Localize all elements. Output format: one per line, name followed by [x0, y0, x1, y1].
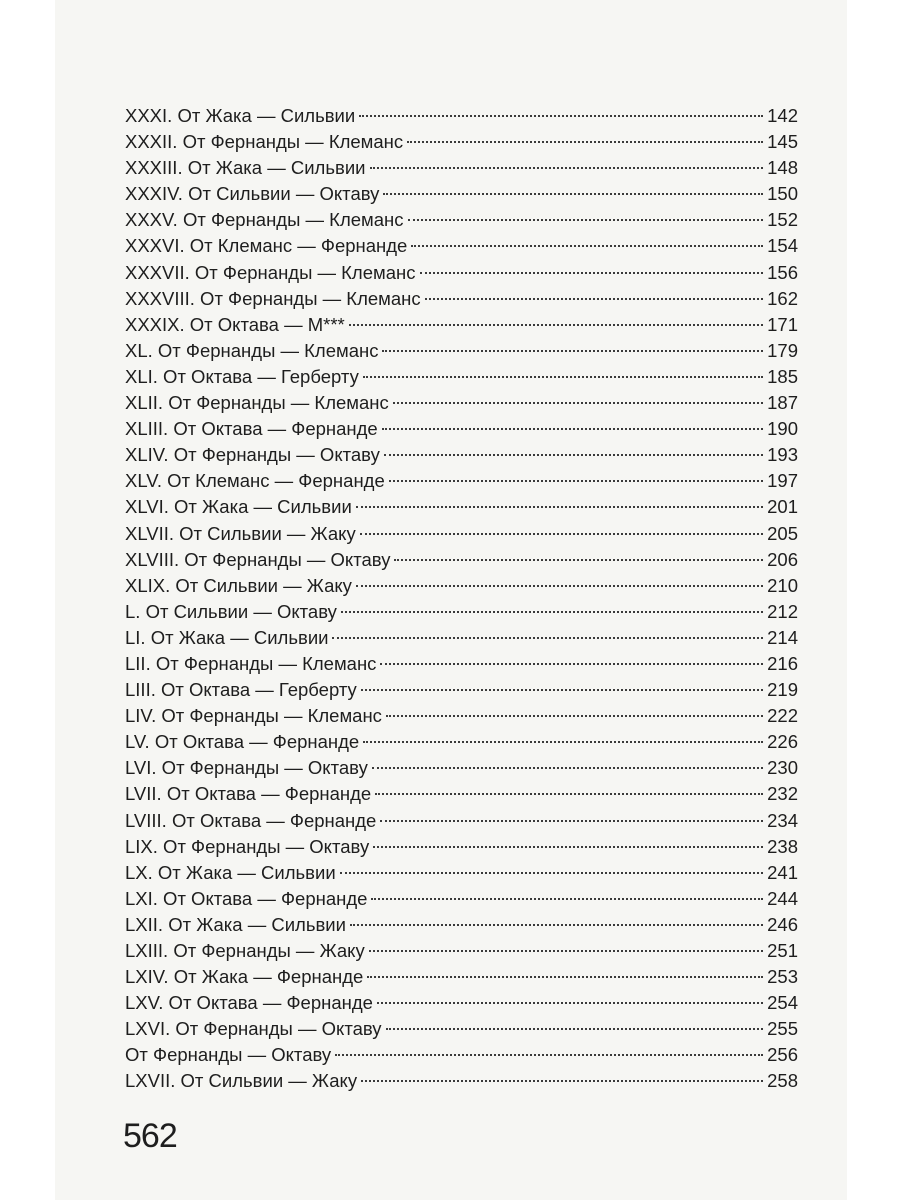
toc-entry-title: XLV. От Клеманс — Фернанде: [125, 470, 385, 492]
toc-entry: [125, 207, 798, 233]
dot-leader: [370, 167, 764, 169]
toc-entry: [125, 755, 798, 781]
toc-entry: [125, 547, 798, 573]
dot-leader: [425, 298, 763, 300]
dot-leader: [332, 637, 763, 639]
toc-entry-page: 234: [767, 809, 798, 831]
toc-entry: [125, 938, 798, 964]
toc-entry-title: LXI. От Октава — Фернанде: [125, 887, 368, 909]
toc-entry: [125, 468, 798, 494]
toc-entry-title: LIII. От Октава — Герберту: [125, 679, 357, 701]
dot-leader: [371, 898, 763, 900]
dot-leader: [369, 950, 763, 952]
toc-entry: [125, 129, 798, 155]
dot-leader: [408, 219, 764, 221]
toc-entry: [125, 155, 798, 181]
table-of-contents: [125, 103, 798, 1095]
dot-leader: [380, 820, 763, 822]
toc-entry: [125, 286, 798, 312]
toc-entry-title: XXXIII. От Жака — Сильвии: [125, 157, 366, 179]
toc-entry-title: L. От Сильвии — Октаву: [125, 600, 337, 622]
dot-leader: [350, 924, 763, 926]
toc-entry: [125, 912, 798, 938]
dot-leader: [407, 141, 763, 143]
dot-leader: [335, 1054, 763, 1056]
toc-entry-page: 197: [767, 470, 798, 492]
toc-entry-title: XLIII. От Октава — Фернанде: [125, 418, 378, 440]
dot-leader: [360, 533, 763, 535]
toc-entry: [125, 834, 798, 860]
toc-entry-page: 255: [767, 1018, 798, 1040]
toc-entry-title: XLII. От Фернанды — Клеманс: [125, 392, 389, 414]
toc-entry-title: XXXVII. От Фернанды — Клеманс: [125, 261, 416, 283]
dot-leader: [363, 376, 763, 378]
toc-entry-page: 179: [767, 339, 798, 361]
toc-entry-title: XXXIV. От Сильвии — Октаву: [125, 183, 380, 205]
toc-entry: [125, 390, 798, 416]
dot-leader: [382, 350, 763, 352]
toc-entry-page: 219: [767, 679, 798, 701]
toc-entry-page: 230: [767, 757, 798, 779]
toc-entry-page: 238: [767, 835, 798, 857]
toc-entry-page: 212: [767, 600, 798, 622]
toc-entry-page: 145: [767, 131, 798, 153]
toc-entry-page: 244: [767, 887, 798, 909]
toc-entry-title: XLI. От Октава — Герберту: [125, 365, 359, 387]
toc-entry-title: LXV. От Октава — Фернанде: [125, 992, 373, 1014]
toc-entry-page: 185: [767, 365, 798, 387]
toc-entry-page: 241: [767, 861, 798, 883]
toc-entry-title: XXXVI. От Клеманс — Фернанде: [125, 235, 408, 257]
dot-leader: [383, 193, 763, 195]
toc-entry: [125, 1068, 798, 1094]
toc-entry-page: 152: [767, 209, 798, 231]
toc-entry-title: LXII. От Жака — Сильвии: [125, 913, 346, 935]
toc-entry-page: 258: [767, 1070, 798, 1092]
toc-entry-page: 171: [767, 313, 798, 335]
dot-leader: [367, 976, 763, 978]
toc-entry: [125, 599, 798, 625]
toc-entry-page: 246: [767, 913, 798, 935]
toc-entry-page: 156: [767, 261, 798, 283]
toc-entry: [125, 573, 798, 599]
toc-entry-title: LVII. От Октава — Фернанде: [125, 783, 372, 805]
toc-entry-title: LI. От Жака — Сильвии: [125, 626, 329, 648]
toc-entry-page: 253: [767, 966, 798, 988]
toc-entry: [125, 677, 798, 703]
toc-entry-title: XXXVIII. От Фернанды — Клеманс: [125, 287, 421, 309]
dot-leader: [380, 663, 763, 665]
toc-entry-title: LXIII. От Фернанды — Жаку: [125, 940, 365, 961]
toc-entry-title: XXXIX. От Октава — М***: [125, 313, 345, 335]
toc-entry-page: 216: [767, 652, 798, 674]
toc-entry: [125, 338, 798, 364]
toc-entry: [125, 729, 798, 755]
toc-entry: [125, 1042, 798, 1068]
dot-leader: [384, 454, 763, 456]
dot-leader: [375, 793, 763, 795]
dot-leader: [356, 585, 763, 587]
toc-entry-title: XLVI. От Жака — Сильвии: [125, 496, 352, 518]
dot-leader: [341, 611, 763, 613]
toc-entry-title: XLVIII. От Фернанды — Октаву: [125, 548, 391, 570]
toc-entry-title: LX. От Жака — Сильвии: [125, 861, 336, 883]
toc-entry-title: От Фернанды — Октаву: [125, 1044, 332, 1066]
toc-entry: [125, 886, 798, 912]
toc-entry-page: 210: [767, 574, 798, 596]
toc-entry-page: 162: [767, 287, 798, 309]
toc-entry-page: 222: [767, 705, 798, 727]
toc-entry: [125, 494, 798, 520]
toc-entry-page: 251: [767, 940, 798, 961]
dot-leader: [394, 559, 763, 561]
toc-entry: [125, 521, 798, 547]
dot-leader: [361, 689, 763, 691]
toc-entry-page: 232: [767, 783, 798, 805]
toc-entry: [125, 625, 798, 651]
toc-entry-page: 254: [767, 992, 798, 1014]
toc-entry-title: LXIV. От Жака — Фернанде: [125, 966, 364, 988]
toc-entry: [125, 1016, 798, 1042]
toc-entry-title: LXVII. От Сильвии — Жаку: [125, 1070, 358, 1092]
book-page: [55, 0, 847, 1200]
toc-entry: [125, 808, 798, 834]
toc-entry: [125, 312, 798, 338]
dot-leader: [420, 272, 764, 274]
dot-leader: [386, 715, 763, 717]
toc-entry-title: LVI. От Фернанды — Октаву: [125, 757, 368, 779]
toc-entry: [125, 233, 798, 259]
dot-leader: [389, 480, 763, 482]
toc-entry: [125, 860, 798, 886]
dot-leader: [372, 767, 763, 769]
toc-entry-page: 148: [767, 157, 798, 179]
toc-entry-title: XXXI. От Жака — Сильвии: [125, 105, 356, 126]
toc-entry: [125, 364, 798, 390]
toc-entry-page: 187: [767, 392, 798, 414]
toc-entry-title: LVIII. От Октава — Фернанде: [125, 809, 377, 831]
dot-leader: [382, 428, 763, 430]
toc-entry-page: 142: [767, 105, 798, 126]
toc-entry-title: LV. От Октава — Фернанде: [125, 731, 360, 753]
toc-entry-title: XL. От Фернанды — Клеманс: [125, 339, 379, 361]
dot-leader: [349, 324, 763, 326]
toc-entry-title: LIX. От Фернанды — Октаву: [125, 835, 370, 857]
toc-entry-page: 190: [767, 418, 798, 440]
dot-leader: [377, 1002, 763, 1004]
toc-entry: [125, 781, 798, 807]
dot-leader: [393, 402, 763, 404]
toc-entry: [125, 103, 798, 129]
dot-leader: [359, 115, 763, 117]
toc-entry-page: 201: [767, 496, 798, 518]
toc-entry-page: 154: [767, 235, 798, 257]
dot-leader: [411, 245, 763, 247]
toc-entry-title: XLVII. От Сильвии — Жаку: [125, 522, 356, 544]
page-number: 562: [123, 1117, 177, 1155]
dot-leader: [363, 741, 763, 743]
toc-entry-title: XLIX. От Сильвии — Жаку: [125, 574, 352, 596]
toc-entry-page: 150: [767, 183, 798, 205]
toc-entry-title: XXXII. От Фернанды — Клеманс: [125, 131, 404, 153]
toc-entry-page: 205: [767, 522, 798, 544]
toc-entry: [125, 651, 798, 677]
toc-entry-page: 193: [767, 444, 798, 466]
toc-entry: [125, 442, 798, 468]
toc-entry: [125, 416, 798, 442]
toc-entry-title: LIV. От Фернанды — Клеманс: [125, 705, 382, 727]
toc-entry-page: 226: [767, 731, 798, 753]
dot-leader: [356, 506, 763, 508]
toc-entry-page: 206: [767, 548, 798, 570]
toc-entry-title: LXVI. От Фернанды — Октаву: [125, 1018, 382, 1040]
dot-leader: [340, 872, 763, 874]
dot-leader: [361, 1080, 763, 1082]
toc-entry-title: XLIV. От Фернанды — Октаву: [125, 444, 380, 466]
toc-entry: [125, 703, 798, 729]
toc-entry-title: LII. От Фернанды — Клеманс: [125, 652, 377, 674]
toc-entry: [125, 990, 798, 1016]
toc-entry: [125, 260, 798, 286]
dot-leader: [373, 846, 763, 848]
toc-entry: [125, 964, 798, 990]
toc-entry-page: 256: [767, 1044, 798, 1066]
toc-entry-page: 214: [767, 626, 798, 648]
dot-leader: [386, 1028, 764, 1030]
toc-entry-title: XXXV. От Фернанды — Клеманс: [125, 209, 404, 231]
toc-entry: [125, 181, 798, 207]
